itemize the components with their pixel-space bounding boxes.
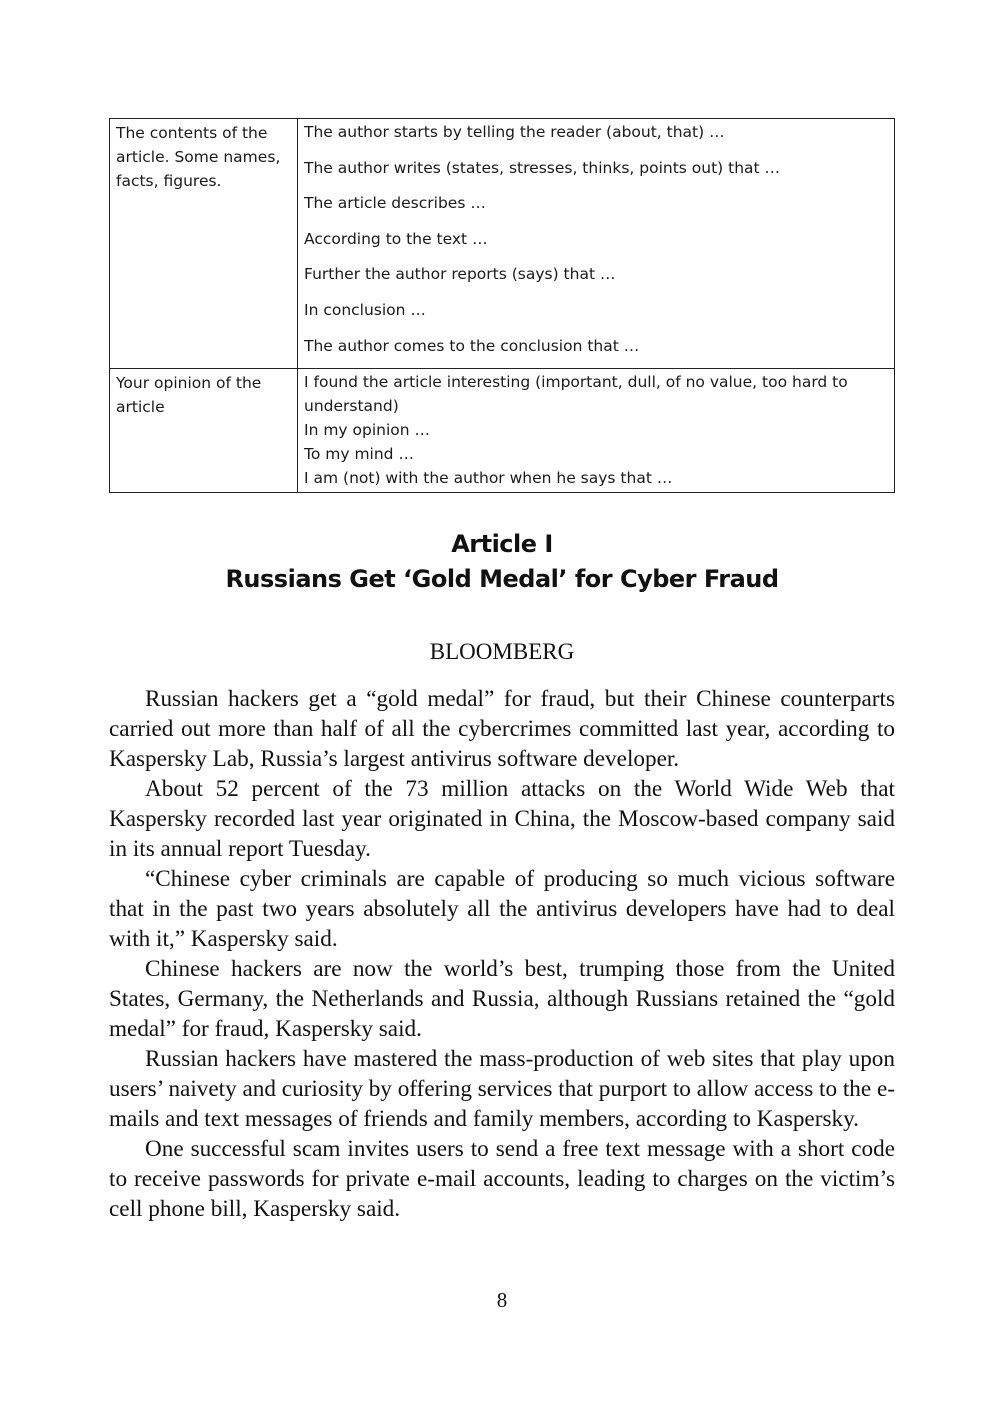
row-topic: Your opinion of the article <box>116 374 262 417</box>
page-number: 8 <box>496 1288 508 1312</box>
paragraph: Russian hackers have mastered the mass-production of web sites that play upon users’ naivety and curiosity by offering services that purport to allow access to the e-mails and text messages of friends and family members, according to Kaspersky. <box>109 1046 895 1132</box>
list-item: To my mind … <box>304 445 414 464</box>
phrase-table <box>109 118 895 493</box>
table-cell-phrases <box>298 119 895 369</box>
paragraph: “Chinese cyber criminals are capable of producing so much vicious software that in the past two years absolutely all the antivirus developers have had to deal with it,” Kaspersky said. <box>109 866 895 952</box>
row-topic: The contents of the article. Some names, facts, figures. <box>116 124 281 190</box>
article-number-heading: Article I <box>451 530 553 558</box>
list-item: The author comes to the conclusion that … <box>304 336 640 355</box>
list-item: The article describes … <box>304 194 486 213</box>
article-source: BLOOMBERG <box>429 639 575 664</box>
article-title: Russians Get ‘Gold Medal’ for Cyber Fraud <box>225 565 779 593</box>
paragraph: One successful scam invites users to send a free text message with a short code to receive passwords for private e-mail accounts, leading to charges on the victim’s cell phone bill, Kaspersky said. <box>109 1136 895 1222</box>
list-item: I found the article interesting (important, dull, of no value, too hard to understand) <box>304 373 848 416</box>
table-cell-phrases <box>298 369 895 493</box>
list-item: I am (not) with the author when he says that … <box>304 469 673 488</box>
table-row <box>110 119 895 369</box>
phrase-list <box>298 119 894 368</box>
phrase-list <box>298 369 894 492</box>
list-item: Further the author reports (says) that … <box>304 265 616 284</box>
list-item: In conclusion … <box>304 300 426 319</box>
list-item: The author writes (states, stresses, thinks, points out) that … <box>304 158 781 177</box>
list-item: According to the text … <box>304 229 488 248</box>
paragraph: About 52 percent of the 73 million attacks on the World Wide Web that Kaspersky recorded last year originated in China, the Moscow-based company said in its annual report Tuesday. <box>109 776 895 862</box>
table-cell-topic <box>110 369 298 493</box>
paragraph: Chinese hackers are now the world’s best, trumping those from the United States, Germany, the Netherlands and Russia, although Russians retained the “gold medal” for fraud, Kaspersky said. <box>109 956 895 1042</box>
article-body <box>109 684 895 1224</box>
paragraph: Russian hackers get a “gold medal” for fraud, but their Chinese counterparts carried out more than half of all the cybercrimes committed last year, according to Kaspersky Lab, Russia’s largest antivirus software developer. <box>109 686 895 772</box>
table-row <box>110 369 895 493</box>
list-item: In my opinion … <box>304 421 431 440</box>
table-cell-topic <box>110 119 298 369</box>
list-item: The author starts by telling the reader (about, that) … <box>304 123 725 141</box>
